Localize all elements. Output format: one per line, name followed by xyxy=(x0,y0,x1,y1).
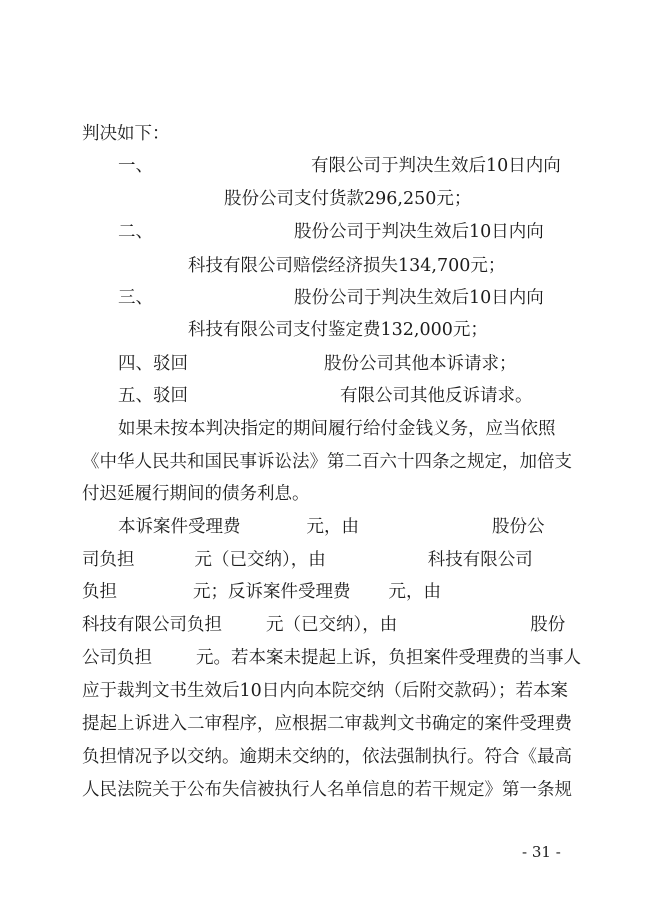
text-line xyxy=(82,552,533,570)
text-line: 付迟延履行期间的债务利息。 xyxy=(82,484,310,504)
text-segment: 司负担 xyxy=(82,550,135,570)
text-segment: 股份公司于判决生效后10日内向 xyxy=(294,288,544,308)
text-line: 判决如下： xyxy=(82,124,170,144)
text-line: 股份公司支付货款296,250元； xyxy=(224,189,472,209)
page-number: - 31 - xyxy=(522,843,561,861)
text-line xyxy=(118,224,544,242)
text-segment: 元，由 xyxy=(306,517,359,537)
text-segment: 公司负担 xyxy=(82,648,152,668)
text-segment: 五、驳回 xyxy=(118,386,188,406)
text-line xyxy=(118,356,517,374)
text-line xyxy=(118,290,544,308)
text-segment: 元（已交纳），由 xyxy=(266,615,398,635)
text-line xyxy=(82,617,565,635)
text-segment: 负担 xyxy=(82,582,117,602)
text-segment: 有限公司其他反诉请求。 xyxy=(340,386,533,406)
text-segment: 三、 xyxy=(118,288,153,308)
text-segment: 二、 xyxy=(118,222,153,242)
text-segment: 股份 xyxy=(530,615,566,635)
text-line xyxy=(118,519,545,537)
text-segment: 元；反诉案件受理费 xyxy=(193,582,351,602)
text-line xyxy=(118,158,561,176)
text-line: 应于裁判文书生效后10日内向本院交纳（后附交款码）；若本案 xyxy=(82,681,569,701)
text-segment: 元。若本案未提起上诉，负担案件受理费的当事人 xyxy=(196,648,581,668)
text-line: 人民法院关于公布失信被执行人名单信息的若干规定》第一条规 xyxy=(82,780,572,800)
text-segment: 股份公 xyxy=(492,517,545,537)
text-line: 提起上诉进入二审程序，应根据二审裁判文书确定的案件受理费 xyxy=(82,714,572,734)
text-segment: 科技有限公司负担 xyxy=(82,615,222,635)
text-segment: 四、驳回 xyxy=(118,354,188,374)
text-segment: 本诉案件受理费 xyxy=(118,517,241,537)
text-segment: 一、 xyxy=(118,156,153,176)
text-segment: 科技有限公司 xyxy=(427,550,533,570)
text-line xyxy=(82,584,441,602)
text-segment: 有限公司于判决生效后10日内向 xyxy=(311,156,561,176)
text-segment: 元（已交纳），由 xyxy=(194,550,326,570)
text-line xyxy=(118,388,533,406)
text-line: 负担情况予以交纳。逾期未交纳的，依法强制执行。符合《最高 xyxy=(82,747,572,767)
text-line: 如果未按本判决指定的期间履行给付金钱义务，应当依照 xyxy=(118,419,556,439)
text-line: 科技有限公司赔偿经济损失134,700元； xyxy=(188,256,506,276)
text-line: 科技有限公司支付鉴定费132,000元； xyxy=(188,320,488,340)
text-segment: 股份公司于判决生效后10日内向 xyxy=(294,222,544,242)
text-segment: 元，由 xyxy=(388,582,441,602)
text-line xyxy=(82,650,581,668)
text-segment: 股份公司其他本诉请求； xyxy=(324,354,517,374)
text-line: 《中华人民共和国民事诉讼法》第二百六十四条之规定，加倍支 xyxy=(82,452,572,472)
